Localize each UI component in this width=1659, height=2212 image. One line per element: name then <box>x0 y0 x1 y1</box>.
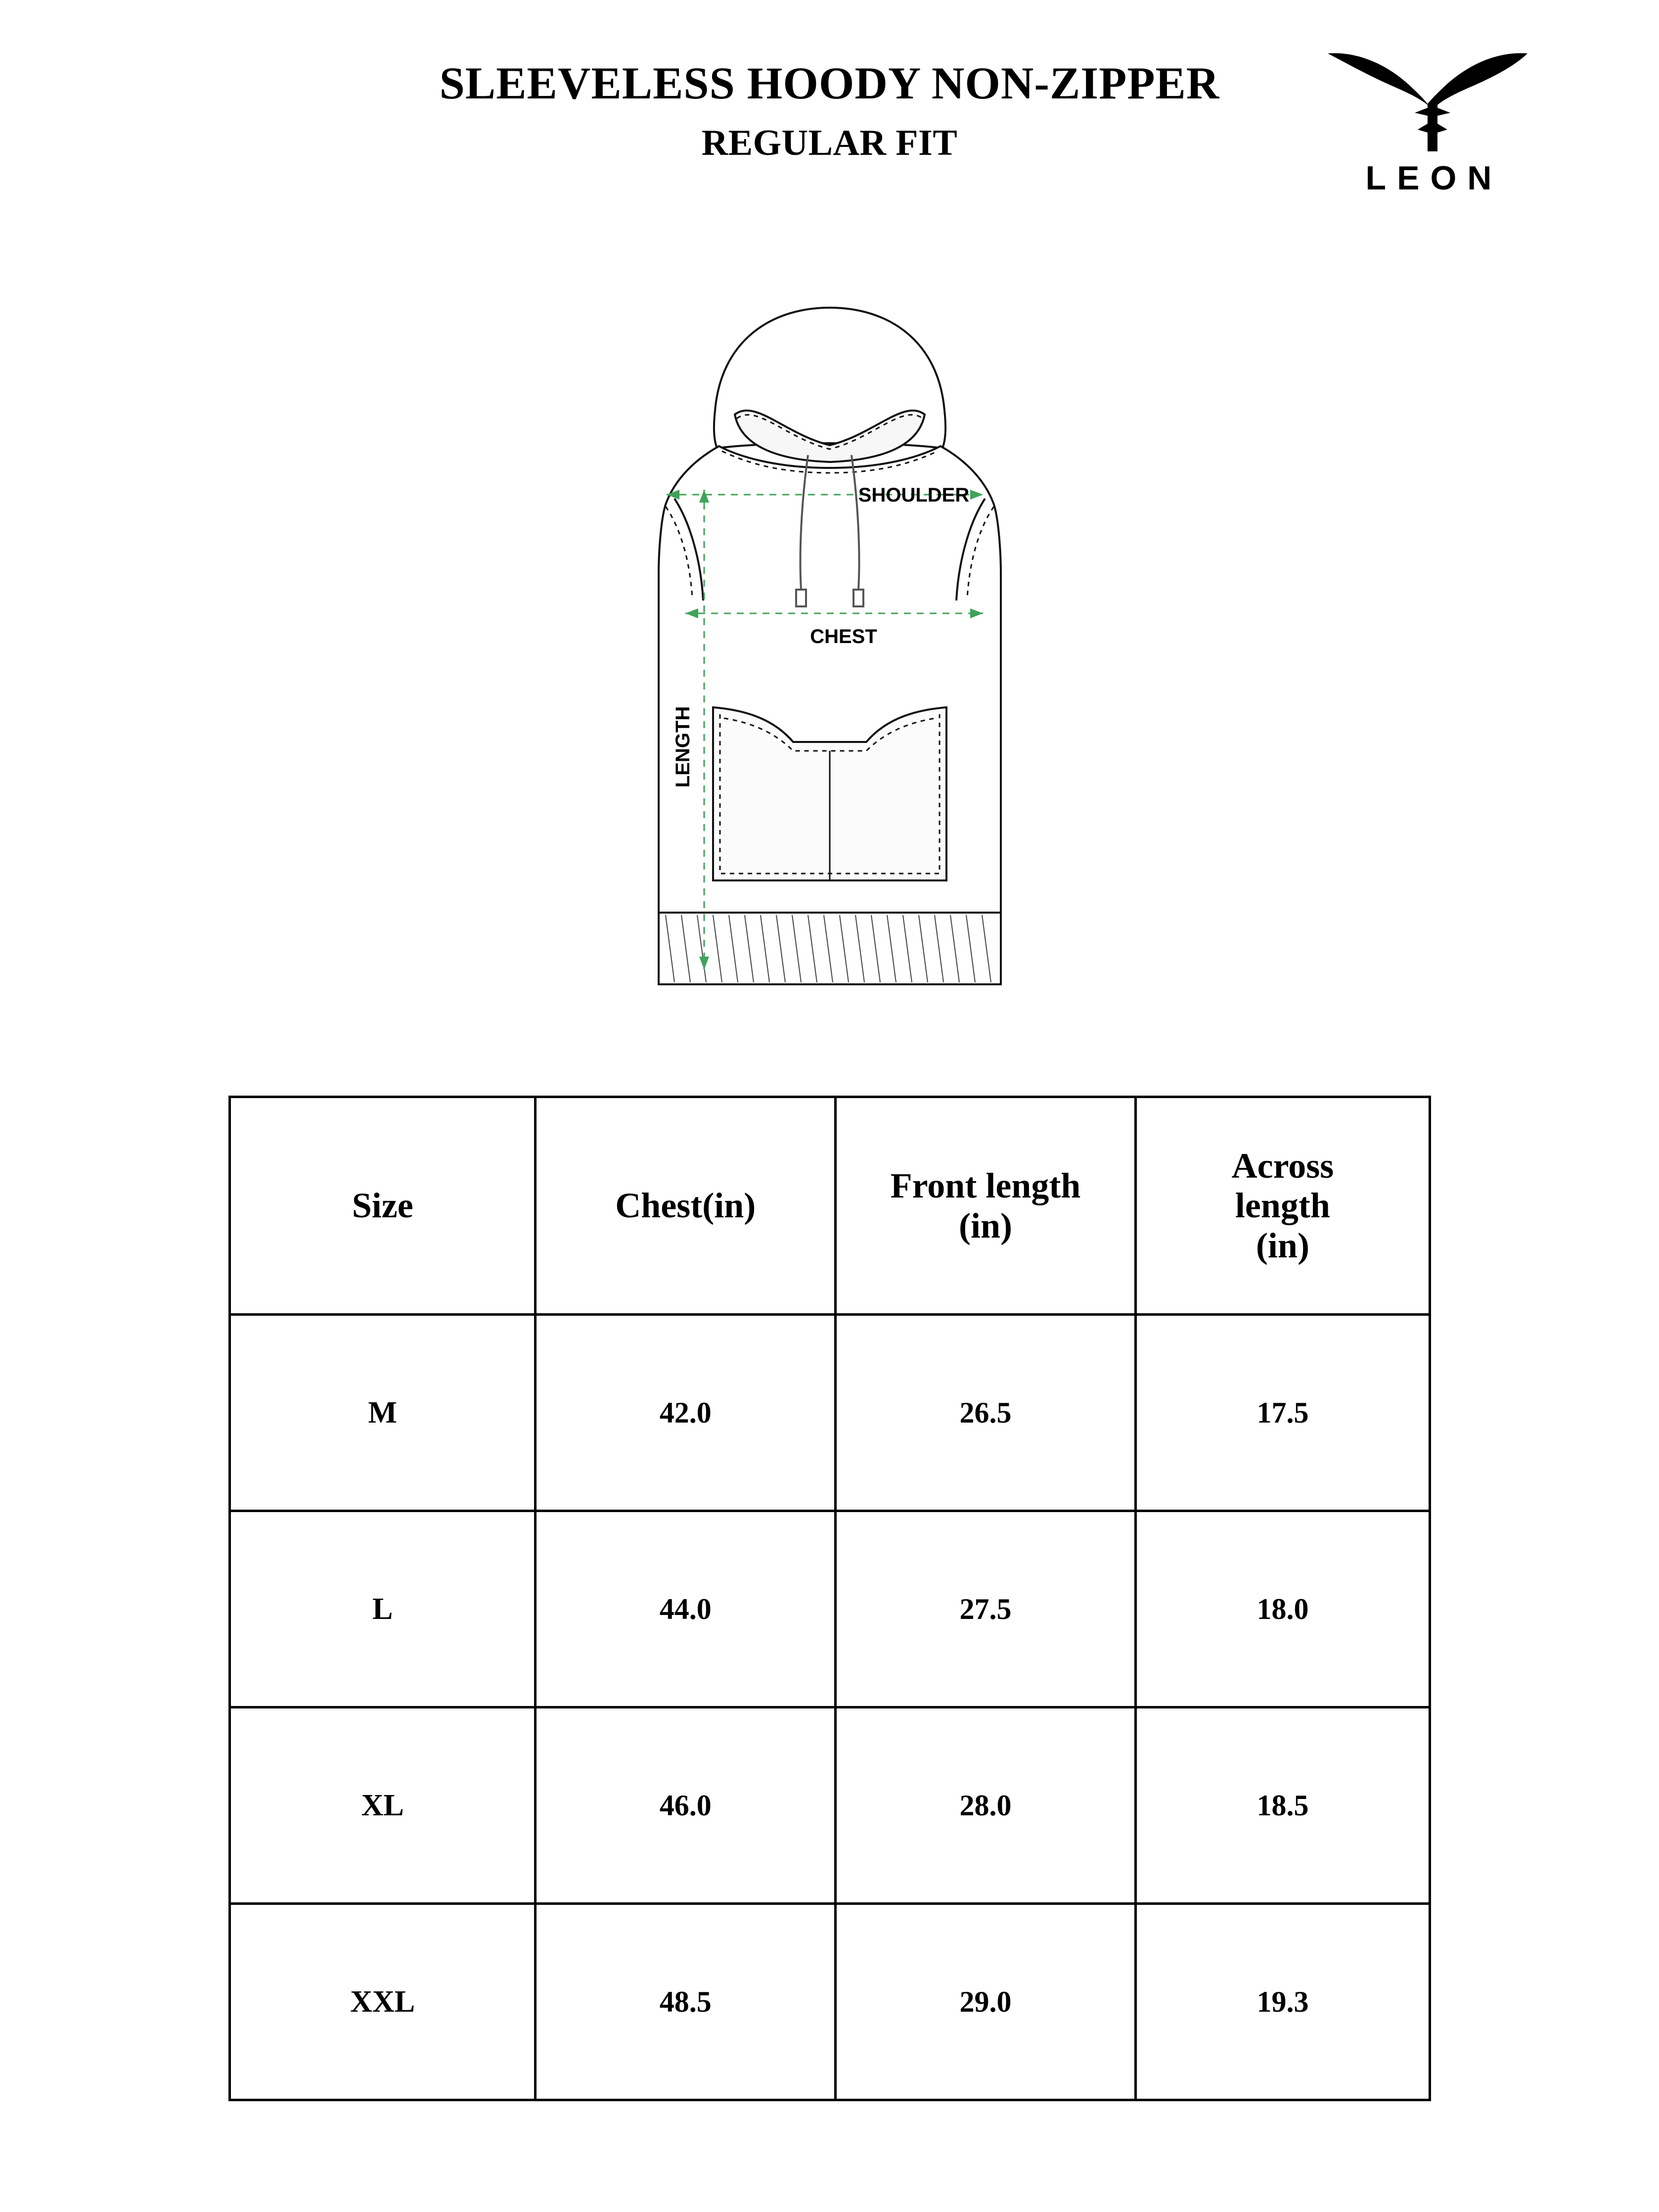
column-header-front-length-line1: Front length <box>890 1165 1081 1205</box>
cell-chest: 48.5 <box>536 1904 836 2100</box>
cell-across-length: 17.5 <box>1135 1315 1430 1511</box>
size-chart-container <box>228 1096 1431 2101</box>
page-subtitle: REGULAR FIT <box>701 122 958 163</box>
cell-chest: 46.0 <box>536 1707 836 1904</box>
column-header-across-line1: Across <box>1231 1146 1334 1186</box>
table-row <box>230 1511 1430 1707</box>
column-header-across-line3: (in) <box>1255 1225 1309 1265</box>
column-header-front-length <box>836 1097 1136 1315</box>
diagram-label-length: LENGTH <box>672 706 694 788</box>
cell-front-length: 29.0 <box>836 1904 1136 2100</box>
diagram-label-shoulder: SHOULDER <box>858 484 969 506</box>
size-chart-table <box>228 1096 1431 2101</box>
cell-size: M <box>230 1315 536 1511</box>
table-body <box>230 1315 1430 2100</box>
brand-name: LEON <box>1365 159 1503 197</box>
cell-across-length: 18.0 <box>1135 1511 1430 1707</box>
table-header-row <box>230 1097 1430 1315</box>
sleeveless-hoody-technical-drawing <box>607 297 1052 1029</box>
cell-front-length: 27.5 <box>836 1511 1136 1707</box>
cell-across-length: 19.3 <box>1135 1904 1430 2100</box>
diagram-label-chest: CHEST <box>809 626 877 647</box>
column-header-front-length-line2: (in) <box>959 1205 1013 1245</box>
cell-chest: 42.0 <box>536 1315 836 1511</box>
garment-diagram-container <box>0 297 1659 1031</box>
table-row <box>230 1707 1430 1904</box>
cell-front-length: 26.5 <box>836 1315 1136 1511</box>
cell-size: XL <box>230 1707 536 1904</box>
page-title: SLEEVELESS HOODY NON-ZIPPER <box>439 58 1220 108</box>
cell-front-length: 28.0 <box>836 1707 1136 1904</box>
cell-across-length: 18.5 <box>1135 1707 1430 1904</box>
table-row <box>230 1315 1430 1511</box>
column-header-size: Size <box>230 1097 536 1315</box>
brand-logo <box>1318 49 1540 213</box>
table-row <box>230 1904 1430 2100</box>
cell-size: L <box>230 1511 536 1707</box>
column-header-across-length <box>1135 1097 1430 1315</box>
cell-size: XXL <box>230 1904 536 2100</box>
table-header <box>230 1097 1430 1315</box>
cell-chest: 44.0 <box>536 1511 836 1707</box>
column-header-across-line2: length <box>1235 1186 1330 1226</box>
column-header-chest: Chest(in) <box>536 1097 836 1315</box>
leon-bird-logo-icon <box>1323 49 1535 156</box>
